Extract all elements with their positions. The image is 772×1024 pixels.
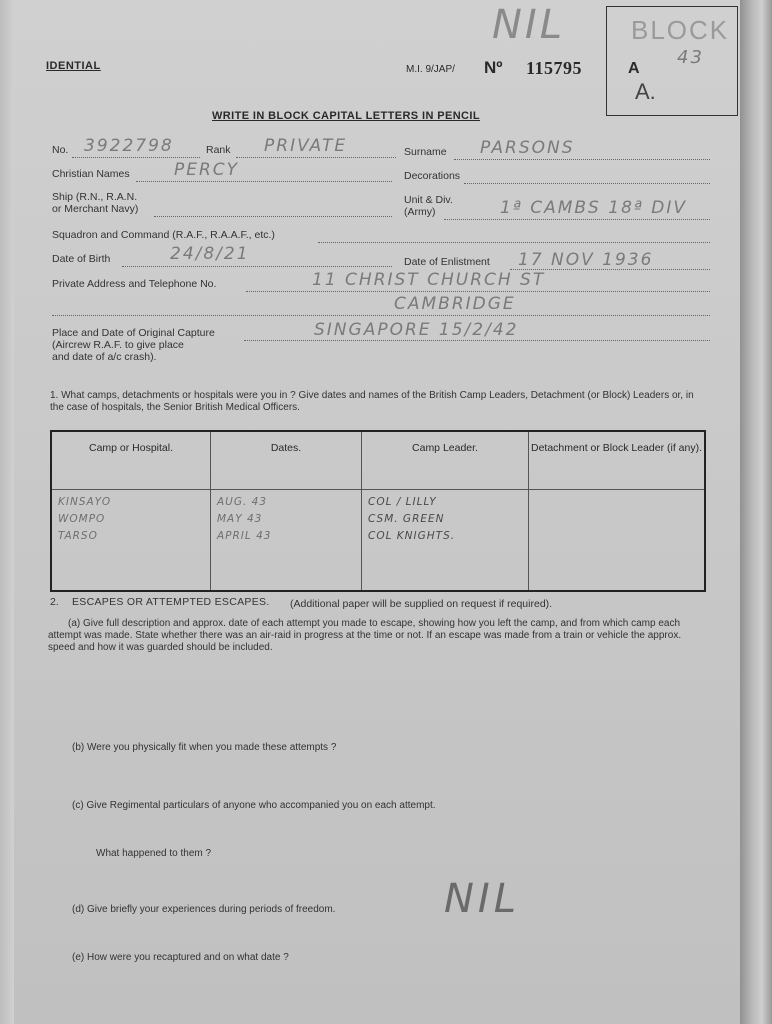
unit-value: 1ª CAMBS 18ª DIV [500,198,688,218]
ship-label-1: Ship (R.N., R.A.N. [52,191,138,203]
col-header-dates: Dates. [211,431,362,490]
service-no-label: No. [52,144,69,156]
rank-label: Rank [206,144,231,156]
form-title: WRITE IN BLOCK CAPITAL LETTERS IN PENCIL [212,110,480,122]
detachment-leader-cell [529,490,706,592]
dob-label: Date of Birth [52,253,111,265]
christian-names-value: PERCY [174,160,240,180]
block-word: BLOCK [631,15,730,45]
form-page [14,0,740,1024]
camps-table [50,430,706,592]
surname-label: Surname [404,146,447,158]
camp-date: AUG. 43 [217,496,268,508]
q2-d: (d) Give briefly your experiences during periods of freedom. [72,904,336,915]
rank-value: PRIVATE [264,136,348,156]
decorations-label: Decorations [404,170,461,182]
q2-b: (b) Were you physically fit when you made these attempts ? [72,742,337,753]
col-header-camp-leader: Camp Leader. [362,431,529,490]
capture-label-3: and date of a/c crash). [52,351,157,363]
camp-date: APRIL 43 [217,530,272,542]
block-stamp-box [606,6,738,116]
camp-leader: COL KNIGHTS. [368,530,456,542]
confidential-label: IDENTIAL [46,60,101,72]
camp-name: KINSAYO [58,496,112,508]
capture-label-1: Place and Date of Original Capture [52,327,215,339]
q2-c-followup: What happened to them ? [96,848,212,859]
form-number: 115795 [526,58,583,78]
block-number: 43 [677,47,704,68]
block-letter: A. [635,79,656,104]
q2-e: (e) How were you recaptured and on what date ? [72,952,289,963]
stacked-pages-edge [738,0,772,1024]
address-value-line2: CAMBRIDGE [394,294,516,314]
unit-label-2: (Army) [404,206,436,218]
christian-names-label: Christian Names [52,168,130,180]
enlistment-value: 17 NOV 1936 [518,250,654,270]
number-symbol: Nº [484,58,503,77]
surname-value: PARSONS [480,138,575,158]
ref-label: M.I. 9/JAP/ [406,64,455,75]
col-header-detachment-leader: Detachment or Block Leader (if any). [529,431,706,490]
q2-c: (c) Give Regimental particulars of anyone who accompanied you on each attempt. [72,800,436,811]
camp-date: MAY 43 [217,513,263,525]
table-row [51,490,705,592]
capture-label-2: (Aircrew R.A.F. to give place [52,339,184,351]
unit-label-1: Unit & Div. [404,194,453,206]
capture-value: SINGAPORE 15/2/42 [314,320,519,340]
form-number-suffix: A [628,60,640,77]
enlistment-label: Date of Enlistment [404,256,490,268]
camp-name: WOMPO [58,513,106,525]
dob-value: 24/8/21 [170,244,250,264]
ship-label-2: or Merchant Navy) [52,203,139,215]
camp-leader: COL / LILLY [368,496,437,508]
service-no-value: 3922798 [84,136,174,156]
camp-leader: CSM. GREEN [368,513,445,525]
address-value-line1: 11 CHRIST CHURCH ST [312,270,546,290]
question-1: 1. What camps, detachments or hospitals were you in ? Give dates and names of the British Camp Leaders, Detachment (or Block) Leaders or, in the case of hospitals, the Senior British Medical Officers. [50,390,694,413]
nil-answer: NIL [444,876,521,922]
col-header-camp: Camp or Hospital. [51,431,211,490]
camp-name: TARSO [58,530,98,542]
q2-note: (Additional paper will be supplied on request if required). [290,598,553,610]
nil-stamp-top: NIL [492,2,566,48]
q2-number: 2. [50,596,59,608]
squadron-label: Squadron and Command (R.A.F., R.A.A.F., etc.) [52,229,275,241]
q2-title: ESCAPES OR ATTEMPTED ESCAPES. [72,596,270,608]
q2-a: (a) Give full description and approx. date of each attempt you made to escape, showing how you left the camp, and from which camp each attempt was made. State whether there was an air-raid in progress at the time or not. If an escape was made from a train or vehicle the approx. speed and how it was guarded should be included. [48,618,682,653]
address-label: Private Address and Telephone No. [52,278,217,290]
